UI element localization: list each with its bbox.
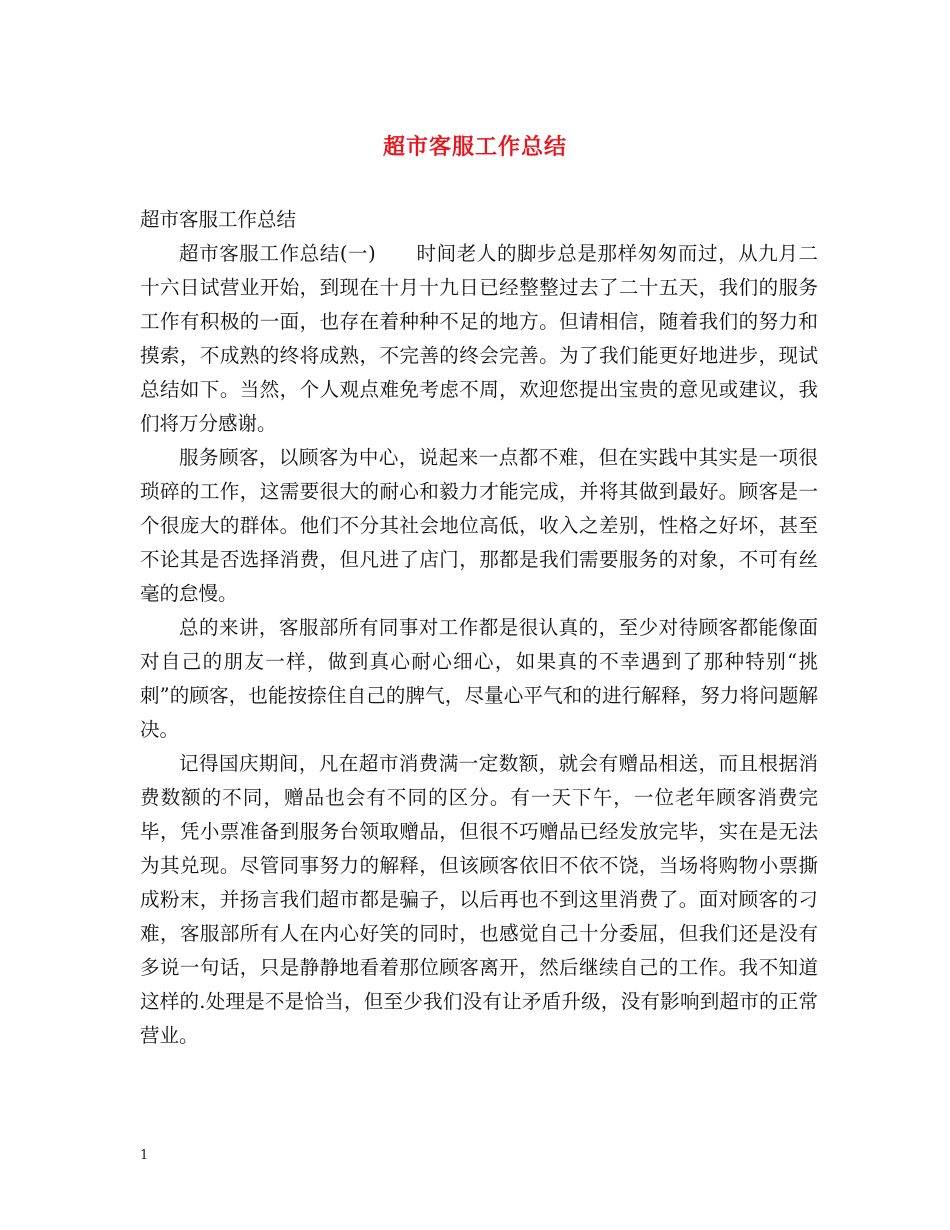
paragraph-2: 服务顾客，以顾客为中心，说起来一点都不难，但在实践中其实是一项很琐碎的工作，这需要很大的耐心和毅力才能完成，并将其做到最好。顾客是一个很庞大的群体。他们不分其社会地位高低，收入之差别，性格之好坏，甚至不论其是否选择消费，但凡进了店门，那都是我们需要服务的对象，不可有丝毫的怠慢。 — [140, 446, 818, 605]
document-title: 超市客服工作总结 — [382, 134, 567, 160]
page-number: 1 — [140, 1148, 149, 1163]
paragraph-4: 记得国庆期间，凡在超市消费满一定数额，就会有赠品相送，而且根据消费数额的不同，赠品也会有不同的区分。有一天下午，一位老年顾客消费完毕，凭小票准备到服务台领取赠品，但很不巧赠品已经发放完毕，实在是无法为其兑现。尽管同事努力的解释，但该顾客依旧不依不饶，当场将购物小票撕成粉末，并扬言我们超市都是骗子，以后再也不到这里消费了。面对顾客的刁难，客服部所有人在内心好笑的同时，也感觉自己十分委屈，但我们还是没有多说一句话，只是静静地看着那位顾客离开，然后继续自己的工作。我不知道这样的.处理是不是恰当，但至少我们没有让矛盾升级，没有影响到超市的正常营业。 — [140, 752, 818, 1047]
paragraph-1: 超市客服工作总结(一) 时间老人的脚步总是那样匆匆而过，从九月二十六日试营业开始，到现在十月十九日已经整整过去了二十五天，我们的服务工作有积极的一面，也存在着种种不足的地方。但请相信，随着我们的努力和摸索，不成熟的终将成熟，不完善的终会完善。为了我们能更好地进步，现试总结如下。当然，个人观点难免考虑不周，欢迎您提出宝贵的意见或建议，我们将万分感谢。 — [140, 242, 818, 435]
document-body — [140, 203, 818, 1053]
document-subtitle: 超市客服工作总结 — [140, 208, 297, 231]
paragraph-3: 总的来讲，客服部所有同事对工作都是很认真的，至少对待顾客都能像面对自己的朋友一样，做到真心耐心细心，如果真的不幸遇到了那种特别“挑刺”的顾客，也能按捺住自己的脾气，尽量心平气和的进行解释，努力将问题解决。 — [140, 616, 818, 741]
